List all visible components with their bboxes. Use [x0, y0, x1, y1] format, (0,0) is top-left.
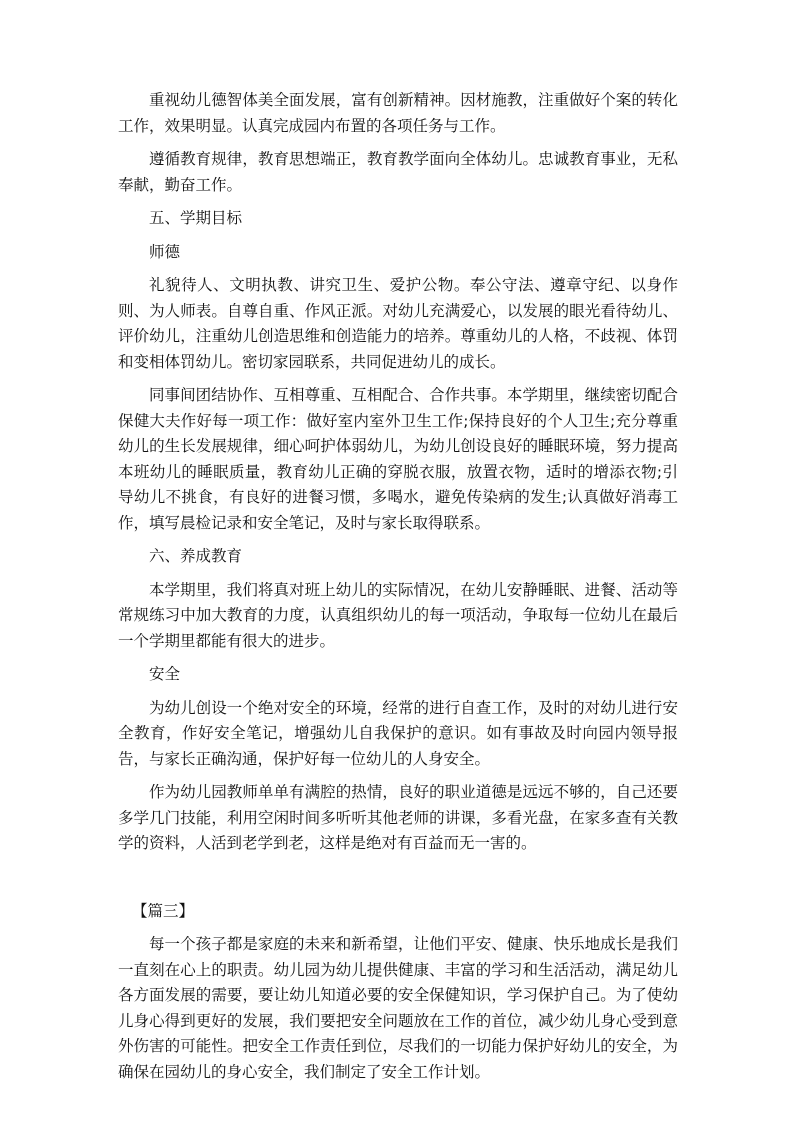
- paragraph-cooperation: 同事间团结协作、互相尊重、互相配合、合作共事。本学期里，继续密切配合保健大夫作好每一项工作：做好室内室外卫生工作;保持良好的个人卫生;充分尊重幼儿的生长发展规律，细心呵护体弱幼儿，为幼儿创设良好的睡眠环境，努力提高本班幼儿的睡眠质量，教育幼儿正确的穿脱衣服，放置衣物，适时的增添衣物;引导幼儿不挑食，有良好的进餐习惯，多喝水，避免传染病的发生;认真做好消毒工作，填写晨检记录和安全笔记，及时与家长取得联系。: [118, 386, 678, 532]
- paragraph-skills: 作为幼儿园教师单单有满腔的热情，良好的职业道德是远远不够的，自己还要多学几门技能，利用空闲时间多听听其他老师的讲课，多看光盘，在家多查有关教学的资料，人活到老学到老，这样是绝对有百益而无一害的。: [118, 783, 678, 852]
- paragraph-safety: 为幼儿创设一个绝对安全的环境，经常的进行自查工作，及时的对幼儿进行安全教育，作好安全笔记，增强幼儿自我保护的意识。如有事故及时向园内领导报告，与家长正确沟通，保护好每一位幼儿的人身安全。: [118, 698, 678, 768]
- heading-safety: 安全: [149, 665, 181, 683]
- heading-habit-education: 六、养成教育: [149, 547, 243, 565]
- paragraph-development: 重视幼儿德智体美全面发展，富有创新精神。因材施教，注重做好个案的转化工作，效果明显。认真完成园内布置的各项任务与工作。: [118, 91, 678, 135]
- section-title-part-three: 【篇三】: [132, 901, 195, 920]
- paragraph-education-law: 遵循教育规律，教育思想端正，教育教学面向全体幼儿。忠诚教育事业，无私奉献，勤奋工作。: [118, 150, 678, 194]
- heading-semester-goals: 五、学期目标: [149, 209, 243, 227]
- section-spacer: [118, 865, 678, 899]
- heading-teacher-ethics: 师德: [149, 242, 181, 261]
- paragraph-safety-plan: 每一个孩子都是家庭的未来和新希望，让他们平安、健康、快乐地成长是我们一直刻在心上的职责。幼儿园为幼儿提供健康、丰富的学习和生活活动，满足幼儿各方面发展的需要，要让幼儿知道必要的安全保健知识，学习保护自己。为了使幼儿身心得到更好的发展，我们要把安全问题放在工作的首位，减少幼儿身心受到意外伤害的可能性。把安全工作责任到位，尽我们的一切能力保护好幼儿的安全，为确保在园幼儿的身心安全，我们制定了安全工作计划。: [118, 935, 678, 1081]
- paragraph-ethics: 礼貌待人、文明执教、讲究卫生、爱护公物。奉公守法、遵章守纪、以身作则、为人师表。自尊自重、作风正派。对幼儿充满爱心，以发展的眼光看待幼儿、评价幼儿，注重幼儿创造思维和创造能力的培养。尊重幼儿的人格，不歧视、体罚和变相体罚幼儿。密切家园联系，共同促进幼儿的成长。: [118, 276, 678, 371]
- paragraph-habit: 本学期里，我们将真对班上幼儿的实际情况，在幼儿安静睡眠、进餐、活动等常规练习中加大教育的力度，认真组织幼儿的每一项活动，争取每一位幼儿在最后一个学期里都能有很大的进步。: [118, 580, 678, 650]
- document-page: [118, 88, 678, 1093]
